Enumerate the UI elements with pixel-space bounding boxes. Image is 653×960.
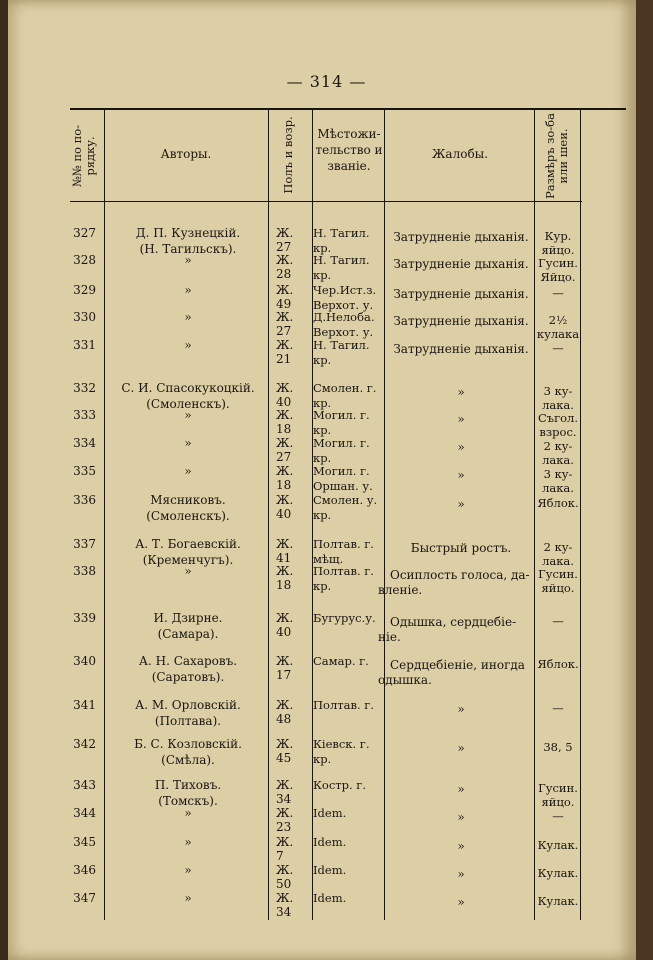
age: 41 [276,551,292,565]
location: Idem. [313,891,347,905]
author-name: С. И. Спасокукоцкій. [121,381,255,395]
status: кр. [313,353,332,367]
sex: Ж. [276,464,294,478]
goitre-size: Гусин. [538,781,578,795]
table-top-rule [70,108,626,110]
sex: Ж. [276,537,294,551]
row-number: 332 [73,381,96,395]
goitre-size: 38, 5 [543,740,573,754]
goitre-size-cont: лака. [542,481,574,495]
goitre-size: Кулак. [537,838,579,852]
complaint: Затрудненіе дыханія. [393,342,529,356]
row-number: 329 [73,283,96,297]
complaint: » [457,782,465,796]
complaint-cont: вленіе. [378,583,423,597]
goitre-size-cont: лака. [542,398,574,412]
goitre-size: 3 ку- [543,467,573,481]
status: кр. [313,423,332,437]
author-name: » [184,464,192,478]
row-number: 331 [73,338,96,352]
status: кр. [313,396,332,410]
age: 49 [276,297,292,311]
header-location: Мѣстожи-тельство и званіе. [315,127,383,173]
row-number: 339 [73,611,96,625]
status: Оршан. у. [313,479,373,493]
age: 23 [276,820,292,834]
author-city: (Н. Тагильскъ). [139,242,237,256]
sex: Ж. [276,381,294,395]
author-name: П. Тиховъ. [154,778,222,792]
complaint: » [457,412,465,426]
sex: Ж. [276,863,294,877]
location: Чер.Ист.з. [313,283,377,297]
author-city: (Самара). [157,627,219,641]
header-num: №№ по по-рядку. [70,124,97,188]
author-city: (Смоленскъ). [146,509,230,523]
author-name: » [184,891,192,905]
status: кр. [313,241,332,255]
complaint: » [457,468,465,482]
row-number: 344 [73,806,96,820]
complaint: Быстрый ростъ. [410,541,512,555]
age: 40 [276,395,292,409]
location: Idem. [313,863,347,877]
goitre-size: Кулак. [537,866,579,880]
age: 34 [276,792,292,806]
complaint: Затрудненіе дыханія. [393,287,529,301]
author-name: И. Дзирне. [153,611,223,625]
location: Н. Тагил. [313,226,370,240]
goitre-size: Кулак. [537,894,579,908]
goitre-size-cont: Яйцо. [540,270,576,284]
goitre-size: — [552,809,564,823]
row-number: 335 [73,464,96,478]
author-name: » [184,408,192,422]
author-name: Мясниковъ. [150,493,226,507]
row-number: 341 [73,698,96,712]
row-number: 342 [73,737,96,751]
age: 40 [276,625,292,639]
author-city: (Полтава). [154,714,222,728]
complaint: » [457,867,465,881]
status: Верхот. у. [313,298,374,312]
row-number: 334 [73,436,96,450]
complaint: Осиплость голоса, да- [390,568,530,582]
location: Самар. г. [313,654,369,668]
sex: Ж. [276,408,294,422]
complaint: Одышка, сердцебіе- [390,615,517,629]
age: 50 [276,877,292,891]
sex: Ж. [276,253,294,267]
complaint-cont: ніе. [378,630,401,644]
age: 17 [276,668,292,682]
location: Полтав. г. [313,698,374,712]
author-city: (Саратовъ). [151,670,225,684]
sex: Ж. [276,226,294,240]
goitre-size-cont: лака. [542,453,574,467]
row-number: 333 [73,408,96,422]
complaint: » [457,741,465,755]
book-edge [636,0,653,960]
location: Смолен. у. [313,493,378,507]
sex: Ж. [276,564,294,578]
sex: Ж. [276,310,294,324]
author-name: А. Т. Богаевскій. [135,537,241,551]
complaint: » [457,385,465,399]
sex: Ж. [276,806,294,820]
sex: Ж. [276,778,294,792]
goitre-size: Съгол. [537,411,579,425]
age: 18 [276,578,292,592]
complaint: » [457,839,465,853]
location: Кіевск. г. [313,737,370,751]
sex: Ж. [276,891,294,905]
complaint: Сердцебіеніе, иногда [390,658,525,672]
age: 27 [276,240,292,254]
complaint: » [457,810,465,824]
status: кр. [313,268,332,282]
complaint: » [457,702,465,716]
goitre-size: — [552,341,564,355]
row-number: 345 [73,835,96,849]
row-number: 347 [73,891,96,905]
author-city: (Томскъ). [158,794,218,808]
author-name: » [184,310,192,324]
goitre-size: — [552,614,564,628]
row-number: 327 [73,226,96,240]
goitre-size-cont: яйцо. [541,795,575,809]
goitre-size-cont: яйцо. [541,243,575,257]
author-name: » [184,436,192,450]
goitre-size: Яблок. [537,657,579,671]
author-name: Д. П. Кузнецкій. [135,226,241,240]
goitre-size: 2½ [548,313,568,327]
location: Могил. г. [313,436,370,450]
goitre-size: — [552,286,564,300]
goitre-size: 2 ку- [543,439,573,453]
status: Верхот. у. [313,325,374,339]
row-number: 340 [73,654,96,668]
row-number: 328 [73,253,96,267]
goitre-size: Гусин. [538,256,578,270]
age: 28 [276,267,292,281]
author-name: » [184,806,192,820]
row-number: 343 [73,778,96,792]
author-name: » [184,835,192,849]
location: Могил. г. [313,408,370,422]
age: 45 [276,751,292,765]
complaint: » [457,440,465,454]
status: кр. [313,752,332,766]
col-rule-1 [104,110,105,920]
author-name: » [184,283,192,297]
location: Смолен. г. [313,381,377,395]
col-rule-2 [268,110,269,920]
age: 18 [276,422,292,436]
author-city: (Кременчугъ). [142,553,234,567]
sex: Ж. [276,835,294,849]
location: Могил. г. [313,464,370,478]
goitre-size: Яблок. [537,496,579,510]
age: 7 [276,849,284,863]
status: кр. [313,451,332,465]
age: 27 [276,450,292,464]
complaint: Затрудненіе дыханія. [393,314,529,328]
row-number: 336 [73,493,96,507]
goitre-size: 2 ку- [543,540,573,554]
age: 18 [276,478,292,492]
sex: Ж. [276,338,294,352]
location: Idem. [313,806,347,820]
complaint-cont: одышка. [378,673,432,687]
row-number: 330 [73,310,96,324]
age: 27 [276,324,292,338]
header-bottom-rule [70,201,582,202]
header-sex-age: Полъ и возр. [281,116,295,194]
age: 34 [276,905,292,919]
complaint: » [457,895,465,909]
age: 40 [276,507,292,521]
author-city: (Смѣла). [161,753,215,767]
complaint: Затрудненіе дыханія. [393,257,529,271]
row-number: 346 [73,863,96,877]
location: Костр. г. [313,778,366,792]
author-name: » [184,863,192,877]
author-name: А. М. Орловскій. [135,698,241,712]
location: Полтав. г. [313,564,374,578]
author-name: А. Н. Сахаровъ. [138,654,238,668]
complaint: » [457,497,465,511]
goitre-size: Кур. [544,229,572,243]
age: 21 [276,352,292,366]
goitre-size-cont: взрос. [539,425,577,439]
goitre-size: 3 ку- [543,384,573,398]
status: кр. [313,508,332,522]
complaint: Затрудненіе дыханія. [393,230,529,244]
goitre-size: Гусин. [538,567,578,581]
goitre-size-cont: кулака [536,327,580,341]
author-name: » [184,338,192,352]
page-number: — 314 — [286,72,367,91]
sex: Ж. [276,493,294,507]
location: Idem. [313,835,347,849]
author-name: Б. С. Козловскій. [134,737,242,751]
location: Бугурус.у. [313,611,376,625]
location: Д.Нелоба. [313,310,375,324]
header-complaints: Жалобы. [431,147,489,161]
location: Н. Тагил. [313,253,370,267]
age: 48 [276,712,292,726]
sex: Ж. [276,698,294,712]
header-size: Размѣръ зо-ба или шеи. [543,113,570,199]
goitre-size-cont: лака. [542,554,574,568]
sex: Ж. [276,737,294,751]
author-city: (Смоленскъ). [146,397,230,411]
goitre-size-cont: яйцо. [541,581,575,595]
status: мѣщ. [313,552,344,566]
sex: Ж. [276,436,294,450]
location: Н. Тагил. [313,338,370,352]
header-authors: Авторы. [160,147,212,161]
row-number: 337 [73,537,96,551]
goitre-size: — [552,701,564,715]
author-name: » [184,564,192,578]
sex: Ж. [276,283,294,297]
row-number: 338 [73,564,96,578]
location: Полтав. г. [313,537,374,551]
sex: Ж. [276,654,294,668]
status: кр. [313,579,332,593]
sex: Ж. [276,611,294,625]
author-name: » [184,253,192,267]
